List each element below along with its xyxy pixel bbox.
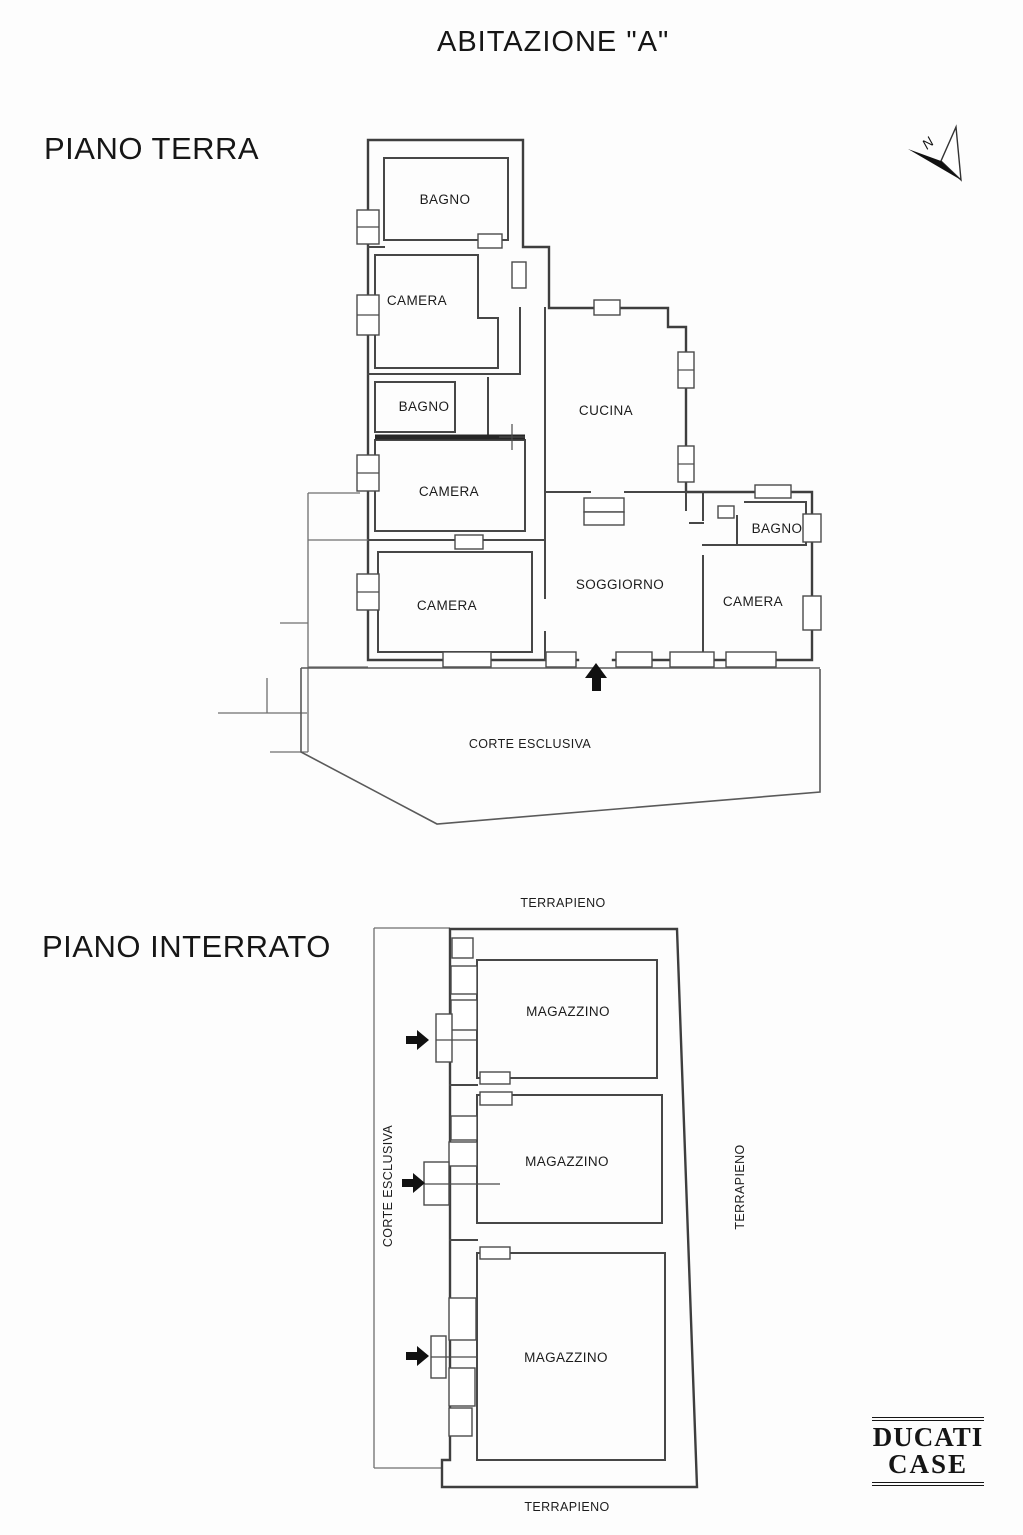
logo-line-2: CASE bbox=[887, 1449, 969, 1479]
terrace-label-right: TERRAPIENO bbox=[733, 1144, 747, 1230]
room-label-magazzino-3: MAGAZZINO bbox=[524, 1350, 608, 1365]
room-label-camera-4: CAMERA bbox=[722, 594, 784, 609]
room-label-camera-3: CAMERA bbox=[416, 598, 478, 613]
ducati-case-logo bbox=[872, 1417, 984, 1486]
room-label-soggiorno: SOGGIORNO bbox=[575, 577, 665, 592]
room-label-camera-1: CAMERA bbox=[386, 293, 448, 308]
room-label-magazzino-1: MAGAZZINO bbox=[526, 1004, 610, 1019]
piano-interrato-plan bbox=[374, 896, 747, 1514]
room-label-bagno-3: BAGNO bbox=[751, 521, 803, 536]
entrance-arrow-icon bbox=[406, 1346, 429, 1366]
entrance-arrow-icon bbox=[406, 1030, 429, 1050]
courtyard-label-interrato: CORTE ESCLUSIVA bbox=[381, 1124, 395, 1248]
room-label-camera-2: CAMERA bbox=[418, 484, 480, 499]
entrance-arrow-icon bbox=[402, 1173, 425, 1193]
north-label: N bbox=[918, 133, 937, 153]
room-label-bagno-2: BAGNO bbox=[398, 399, 450, 414]
piano-terra-plan bbox=[218, 140, 821, 824]
interrato-door-symbols bbox=[424, 938, 512, 1436]
north-arrow-icon bbox=[908, 127, 961, 180]
section-label-piano-terra: PIANO TERRA bbox=[44, 131, 260, 166]
room-label-magazzino-2: MAGAZZINO bbox=[525, 1154, 609, 1169]
room-label-bagno-1: BAGNO bbox=[419, 192, 471, 207]
terrace-label-bottom: TERRAPIENO bbox=[524, 1500, 610, 1514]
courtyard-label-terra: CORTE ESCLUSIVA bbox=[468, 737, 592, 751]
logo-line-1: DUCATI bbox=[872, 1422, 984, 1452]
terrace-label-top: TERRAPIENO bbox=[520, 896, 606, 910]
room-label-cucina: CUCINA bbox=[578, 403, 634, 418]
section-label-piano-interrato: PIANO INTERRATO bbox=[42, 929, 331, 964]
page-title: ABITAZIONE "A" bbox=[437, 26, 670, 58]
